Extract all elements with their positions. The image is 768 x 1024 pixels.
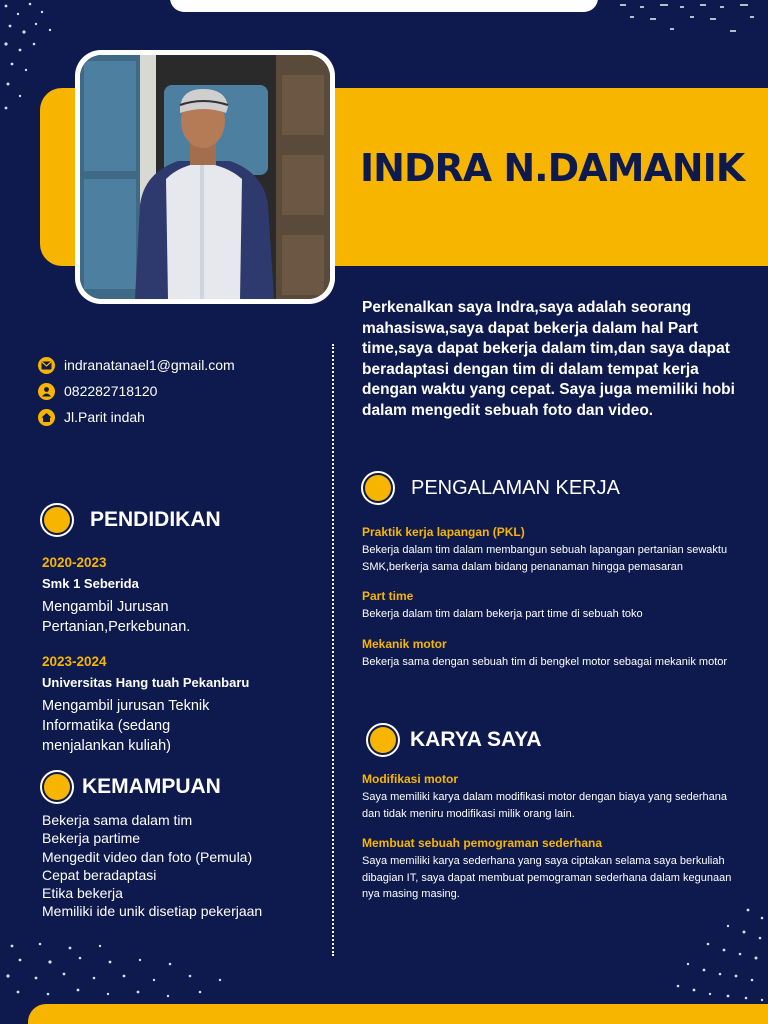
contact-email-row (38, 352, 235, 378)
karya-item-title: Modifikasi motor (362, 772, 459, 786)
karya-list (362, 772, 737, 903)
pengalaman-item-desc: Bekerja dalam tim dalam bekerja part time di sebuah toko (362, 608, 643, 620)
pengalaman-bullet-icon (361, 471, 395, 505)
top-decor-bar (170, 0, 598, 12)
pengalaman-item-desc: Bekerja sama dengan sebuah tim di bengkel motor sebagai mekanik motor (362, 655, 728, 668)
kemampuan-item: Bekerja partime (42, 830, 141, 847)
contact-phone-row (38, 378, 235, 404)
pendidikan-entry-1 (42, 555, 312, 637)
pengalaman-list (362, 525, 742, 670)
person-icon (38, 383, 55, 400)
pengalaman-item (362, 589, 742, 623)
pendidikan-header (40, 503, 221, 537)
karya-item-desc: Saya memiliki karya dalam modifikasi motor dengan biaya yang sederhana dan tidak meniru modifikasi milik orang lain. (362, 791, 728, 820)
pengalaman-header (361, 471, 620, 505)
pengalaman-item-title: Praktik kerja lapangan (PKL) (362, 525, 525, 539)
contact-email[interactable]: indranatanael1@gmail.com (64, 357, 235, 373)
email-icon (38, 357, 55, 374)
pendidikan-title: PENDIDIKAN (90, 508, 221, 531)
pendidikan-school: Smk 1 Seberida (42, 576, 139, 591)
karya-item-desc: Saya memiliki karya sederhana yang saya ciptakan selama saya berkuliah dibagian IT, saya dapat membuat pemograman sederhana dalam kegunaan nya masing masing. (362, 855, 732, 900)
dots-bottom-left-decor (0, 940, 230, 1004)
kemampuan-list (42, 811, 327, 921)
intro-paragraph: Perkenalkan saya Indra,saya adalah seorang mahasiswa,saya dapat bekerja dalam hal Part time,saya dapat bekerja dalam tim,dan saya dapat beradaptasi dengan tim di dalam tempat kerja dengan waktu yang cepat. Saya juga memiliki hobi dalam mengedit sebuah foto dan video. (362, 299, 735, 419)
kemampuan-header (40, 770, 221, 804)
kemampuan-item: Etika bekerja (42, 885, 123, 902)
dots-bottom-right-decor (668, 900, 768, 1004)
karya-bullet-icon (366, 723, 400, 757)
contact-info (38, 352, 235, 430)
karya-item (362, 772, 737, 822)
home-icon (38, 409, 55, 426)
pendidikan-desc: Mengambil jurusan Teknik Informatika (sedang menjalankan kuliah) (42, 698, 210, 754)
dots-top-right-decor (600, 0, 768, 50)
profile-photo (80, 55, 330, 299)
kemampuan-item: Memiliki ide unik disetiap pekerjaan (42, 903, 263, 920)
karya-header (366, 723, 542, 757)
pengalaman-item (362, 525, 742, 575)
karya-item (362, 836, 737, 903)
kemampuan-bullet-icon (40, 770, 74, 804)
pengalaman-item-title: Mekanik motor (362, 636, 447, 651)
kemampuan-item: Cepat beradaptasi (42, 866, 157, 883)
contact-address: Jl.Parit indah (64, 409, 145, 425)
pendidikan-bullet-icon (40, 503, 74, 537)
profile-name: INDRA N.DAMANIK (360, 146, 745, 190)
pengalaman-title: PENGALAMAN KERJA (411, 476, 620, 499)
karya-item-title: Membuat sebuah pemograman sederhana (362, 836, 603, 850)
pendidikan-entry-2 (42, 654, 322, 756)
pendidikan-years: 2020-2023 (42, 555, 107, 570)
pengalaman-item-desc: Bekerja dalam tim dalam membangun sebuah lapangan pertanian sewaktu SMK,berkerja sama dalam bidang penanaman hingga pemasaran (362, 544, 728, 573)
kemampuan-item: Mengedit video dan foto (Pemula) (42, 848, 253, 865)
pendidikan-desc: Mengambil Jurusan Pertanian,Perkebunan. (42, 599, 191, 635)
column-divider (332, 344, 334, 956)
bottom-decor-bar (28, 1004, 768, 1024)
pengalaman-item (362, 637, 742, 671)
kemampuan-item: Bekerja sama dalam tim (42, 812, 193, 828)
profile-photo-illustration (80, 55, 330, 299)
pengalaman-item-title: Part time (362, 589, 414, 603)
contact-phone[interactable]: 082282718120 (64, 383, 158, 399)
pendidikan-years: 2023-2024 (42, 654, 107, 669)
kemampuan-title: KEMAMPUAN (82, 775, 221, 798)
karya-title: KARYA SAYA (410, 728, 542, 751)
contact-address-row (38, 404, 235, 430)
pendidikan-school: Universitas Hang tuah Pekanbaru (42, 675, 250, 690)
profile-photo-frame (75, 50, 335, 304)
